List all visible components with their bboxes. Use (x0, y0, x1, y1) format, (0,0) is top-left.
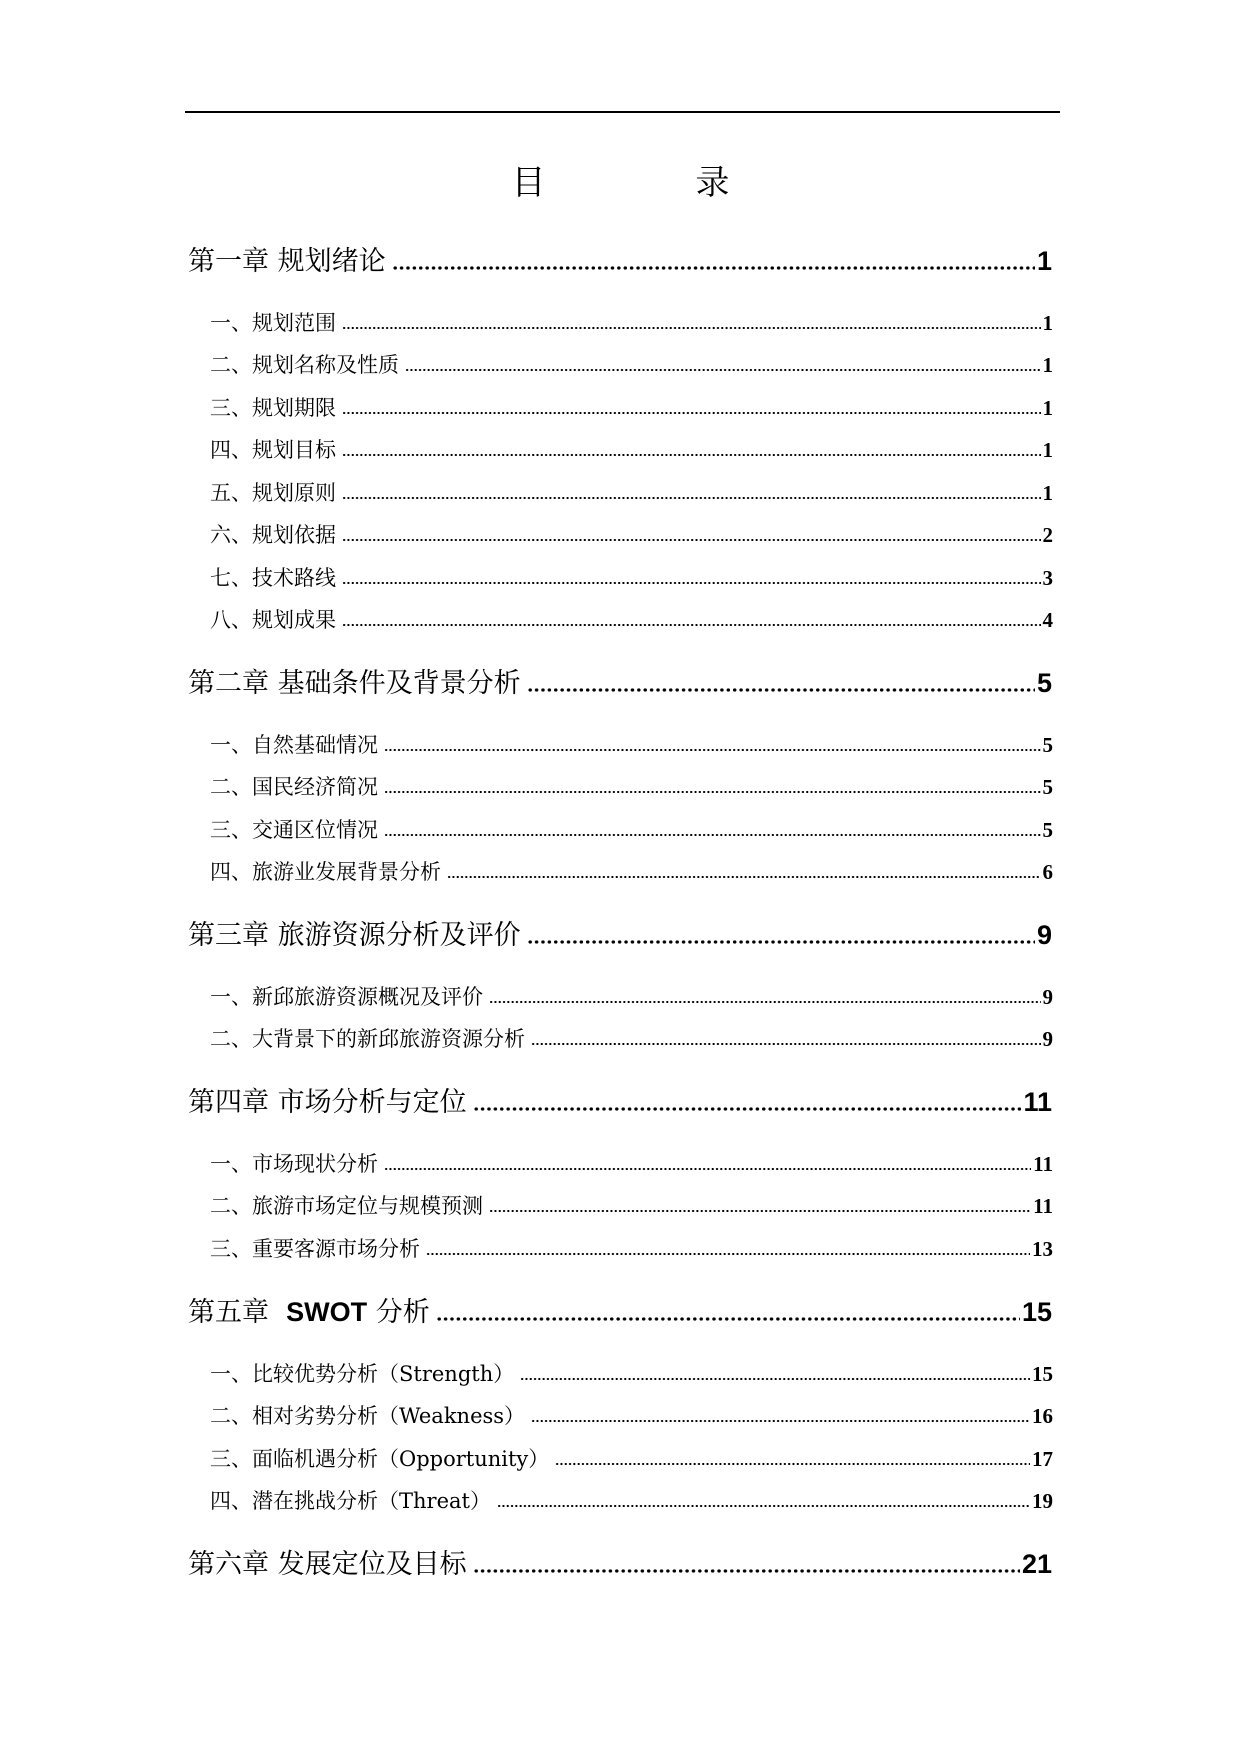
toc-page-number: 11 (1023, 1087, 1052, 1117)
dot-leader (489, 1208, 1031, 1214)
toc-page-number: 1 (1036, 246, 1052, 276)
toc-page-number: 19 (1032, 1489, 1053, 1513)
page-title: 目 录 (511, 163, 788, 203)
toc-entry-label: 第二章 基础条件及背景分析 (188, 668, 521, 699)
toc-section-3-2[interactable] (210, 1021, 1053, 1057)
dot-leader (405, 367, 1041, 373)
dot-leader (527, 939, 1035, 945)
dot-leader (555, 1461, 1030, 1467)
toc-entry-label: 五、规划原则 (210, 481, 336, 505)
dot-leader (342, 495, 1041, 501)
toc-page-number: 5 (1036, 668, 1052, 698)
toc-page-number: 17 (1032, 1447, 1053, 1471)
toc-page-number: 1 (1042, 481, 1053, 505)
toc-section-4-1[interactable] (210, 1146, 1053, 1182)
dot-leader (426, 1251, 1030, 1257)
toc-page-number: 2 (1042, 523, 1053, 547)
dot-leader (489, 999, 1041, 1005)
dot-leader (531, 1041, 1041, 1047)
toc-section-5-4[interactable] (210, 1483, 1053, 1519)
toc-page-number: 5 (1042, 775, 1053, 799)
toc-page-number: 9 (1042, 1027, 1053, 1051)
toc-entry-label: 二、旅游市场定位与规模预测 (210, 1194, 483, 1218)
toc-section-1-7[interactable] (210, 560, 1053, 596)
toc-chapter-4[interactable] (188, 1081, 1052, 1123)
toc-entry-label: 一、新邱旅游资源概况及评价 (210, 985, 483, 1009)
toc-entry-label: 四、旅游业发展背景分析 (210, 860, 441, 884)
toc-entry-label: 三、面临机遇分析（Opportunity） (210, 1447, 550, 1471)
toc-page-number: 11 (1033, 1152, 1053, 1176)
dot-leader (497, 1503, 1030, 1509)
toc-entry-label: 一、市场现状分析 (210, 1152, 378, 1176)
toc-chapter-6[interactable] (188, 1543, 1052, 1585)
toc-entry-label: 三、重要客源市场分析 (210, 1237, 420, 1261)
toc-entry-label: 一、比较优势分析（Strength） (210, 1362, 515, 1386)
toc-entry-label: 二、大背景下的新邱旅游资源分析 (210, 1027, 525, 1051)
toc-page-number: 1 (1042, 311, 1053, 335)
toc-chapter-5[interactable] (188, 1291, 1052, 1333)
dot-leader (384, 747, 1041, 753)
toc-section-2-1[interactable] (210, 727, 1053, 763)
toc-entry-label: 六、规划依据 (210, 523, 336, 547)
toc-page-number: 9 (1042, 985, 1053, 1009)
dot-leader (384, 789, 1041, 795)
toc-entry-label: 第四章 市场分析与定位 (188, 1087, 467, 1118)
toc-section-2-4[interactable] (210, 854, 1053, 890)
dot-leader (342, 622, 1041, 628)
toc-page-number: 6 (1042, 860, 1053, 884)
toc-entry-label: 四、潜在挑战分析（Threat） (210, 1489, 491, 1513)
dot-leader (342, 410, 1041, 416)
toc-entry-label: 二、规划名称及性质 (210, 353, 399, 377)
toc-entry-label: 二、国民经济简况 (210, 775, 378, 799)
toc-entry-label: 一、自然基础情况 (210, 733, 378, 757)
dot-leader (384, 832, 1041, 838)
toc-page-number: 3 (1042, 566, 1053, 590)
toc-entry-label: 第三章 旅游资源分析及评价 (188, 920, 521, 951)
toc-entry-label: 三、交通区位情况 (210, 818, 378, 842)
dot-leader (342, 452, 1041, 458)
toc-page-number: 1 (1042, 353, 1053, 377)
toc-entry-label: 第六章 发展定位及目标 (188, 1549, 467, 1580)
dot-leader (473, 1568, 1020, 1574)
dot-leader (392, 265, 1035, 271)
toc-section-1-2[interactable] (210, 347, 1053, 383)
toc-section-4-2[interactable] (210, 1188, 1053, 1224)
toc-section-4-3[interactable] (210, 1231, 1053, 1267)
dot-leader (436, 1316, 1020, 1322)
toc-entry-label: 一、规划范围 (210, 311, 336, 335)
toc-chapter-3[interactable] (188, 914, 1052, 956)
toc-section-5-3[interactable] (210, 1441, 1053, 1477)
toc-page-number: 5 (1042, 818, 1053, 842)
toc-page-number: 9 (1036, 920, 1052, 950)
toc-entry-label: 三、规划期限 (210, 396, 336, 420)
toc-section-3-1[interactable] (210, 979, 1053, 1015)
toc-section-2-2[interactable] (210, 769, 1053, 805)
toc-page-number: 13 (1032, 1237, 1053, 1261)
toc-page-number: 5 (1042, 733, 1053, 757)
toc-page-number: 1 (1042, 396, 1053, 420)
toc-entry-label: 八、规划成果 (210, 608, 336, 632)
dot-leader (384, 1166, 1031, 1172)
toc-chapter-1[interactable] (188, 240, 1052, 282)
toc-page-number: 11 (1033, 1194, 1053, 1218)
toc-page-number: 15 (1032, 1362, 1053, 1386)
toc-chapter-2[interactable] (188, 662, 1052, 704)
dot-leader (342, 325, 1041, 331)
dot-leader (473, 1106, 1022, 1112)
toc-page-number: 1 (1042, 438, 1053, 462)
toc-entry-label: 第五章 SWOT 分析 (188, 1297, 430, 1328)
toc-entry-label-en: SWOT (286, 1297, 368, 1327)
dot-leader (342, 580, 1041, 586)
toc-entry-label: 七、技术路线 (210, 566, 336, 590)
toc-section-1-8[interactable] (210, 602, 1053, 638)
toc-page-number: 16 (1032, 1404, 1053, 1428)
toc-section-1-5[interactable] (210, 475, 1053, 511)
dot-leader (447, 874, 1041, 880)
toc-page-number: 15 (1021, 1297, 1052, 1327)
toc-section-5-2[interactable] (210, 1398, 1053, 1434)
toc-section-1-6[interactable] (210, 517, 1053, 553)
toc-entry-label: 四、规划目标 (210, 438, 336, 462)
toc-page-number: 21 (1021, 1549, 1052, 1579)
toc-entry-label: 二、相对劣势分析（Weakness） (210, 1404, 526, 1428)
dot-leader (342, 537, 1041, 543)
toc-section-1-3[interactable] (210, 390, 1053, 426)
toc-section-1-4[interactable] (210, 432, 1053, 468)
toc-section-5-1[interactable] (210, 1356, 1053, 1392)
toc-page-number: 4 (1042, 608, 1053, 632)
toc-section-1-1[interactable] (210, 305, 1053, 341)
dot-leader (520, 1376, 1030, 1382)
dot-leader (531, 1418, 1030, 1424)
dot-leader (527, 687, 1035, 693)
toc-entry-label: 第一章 规划绪论 (188, 246, 386, 277)
toc-section-2-3[interactable] (210, 812, 1053, 848)
